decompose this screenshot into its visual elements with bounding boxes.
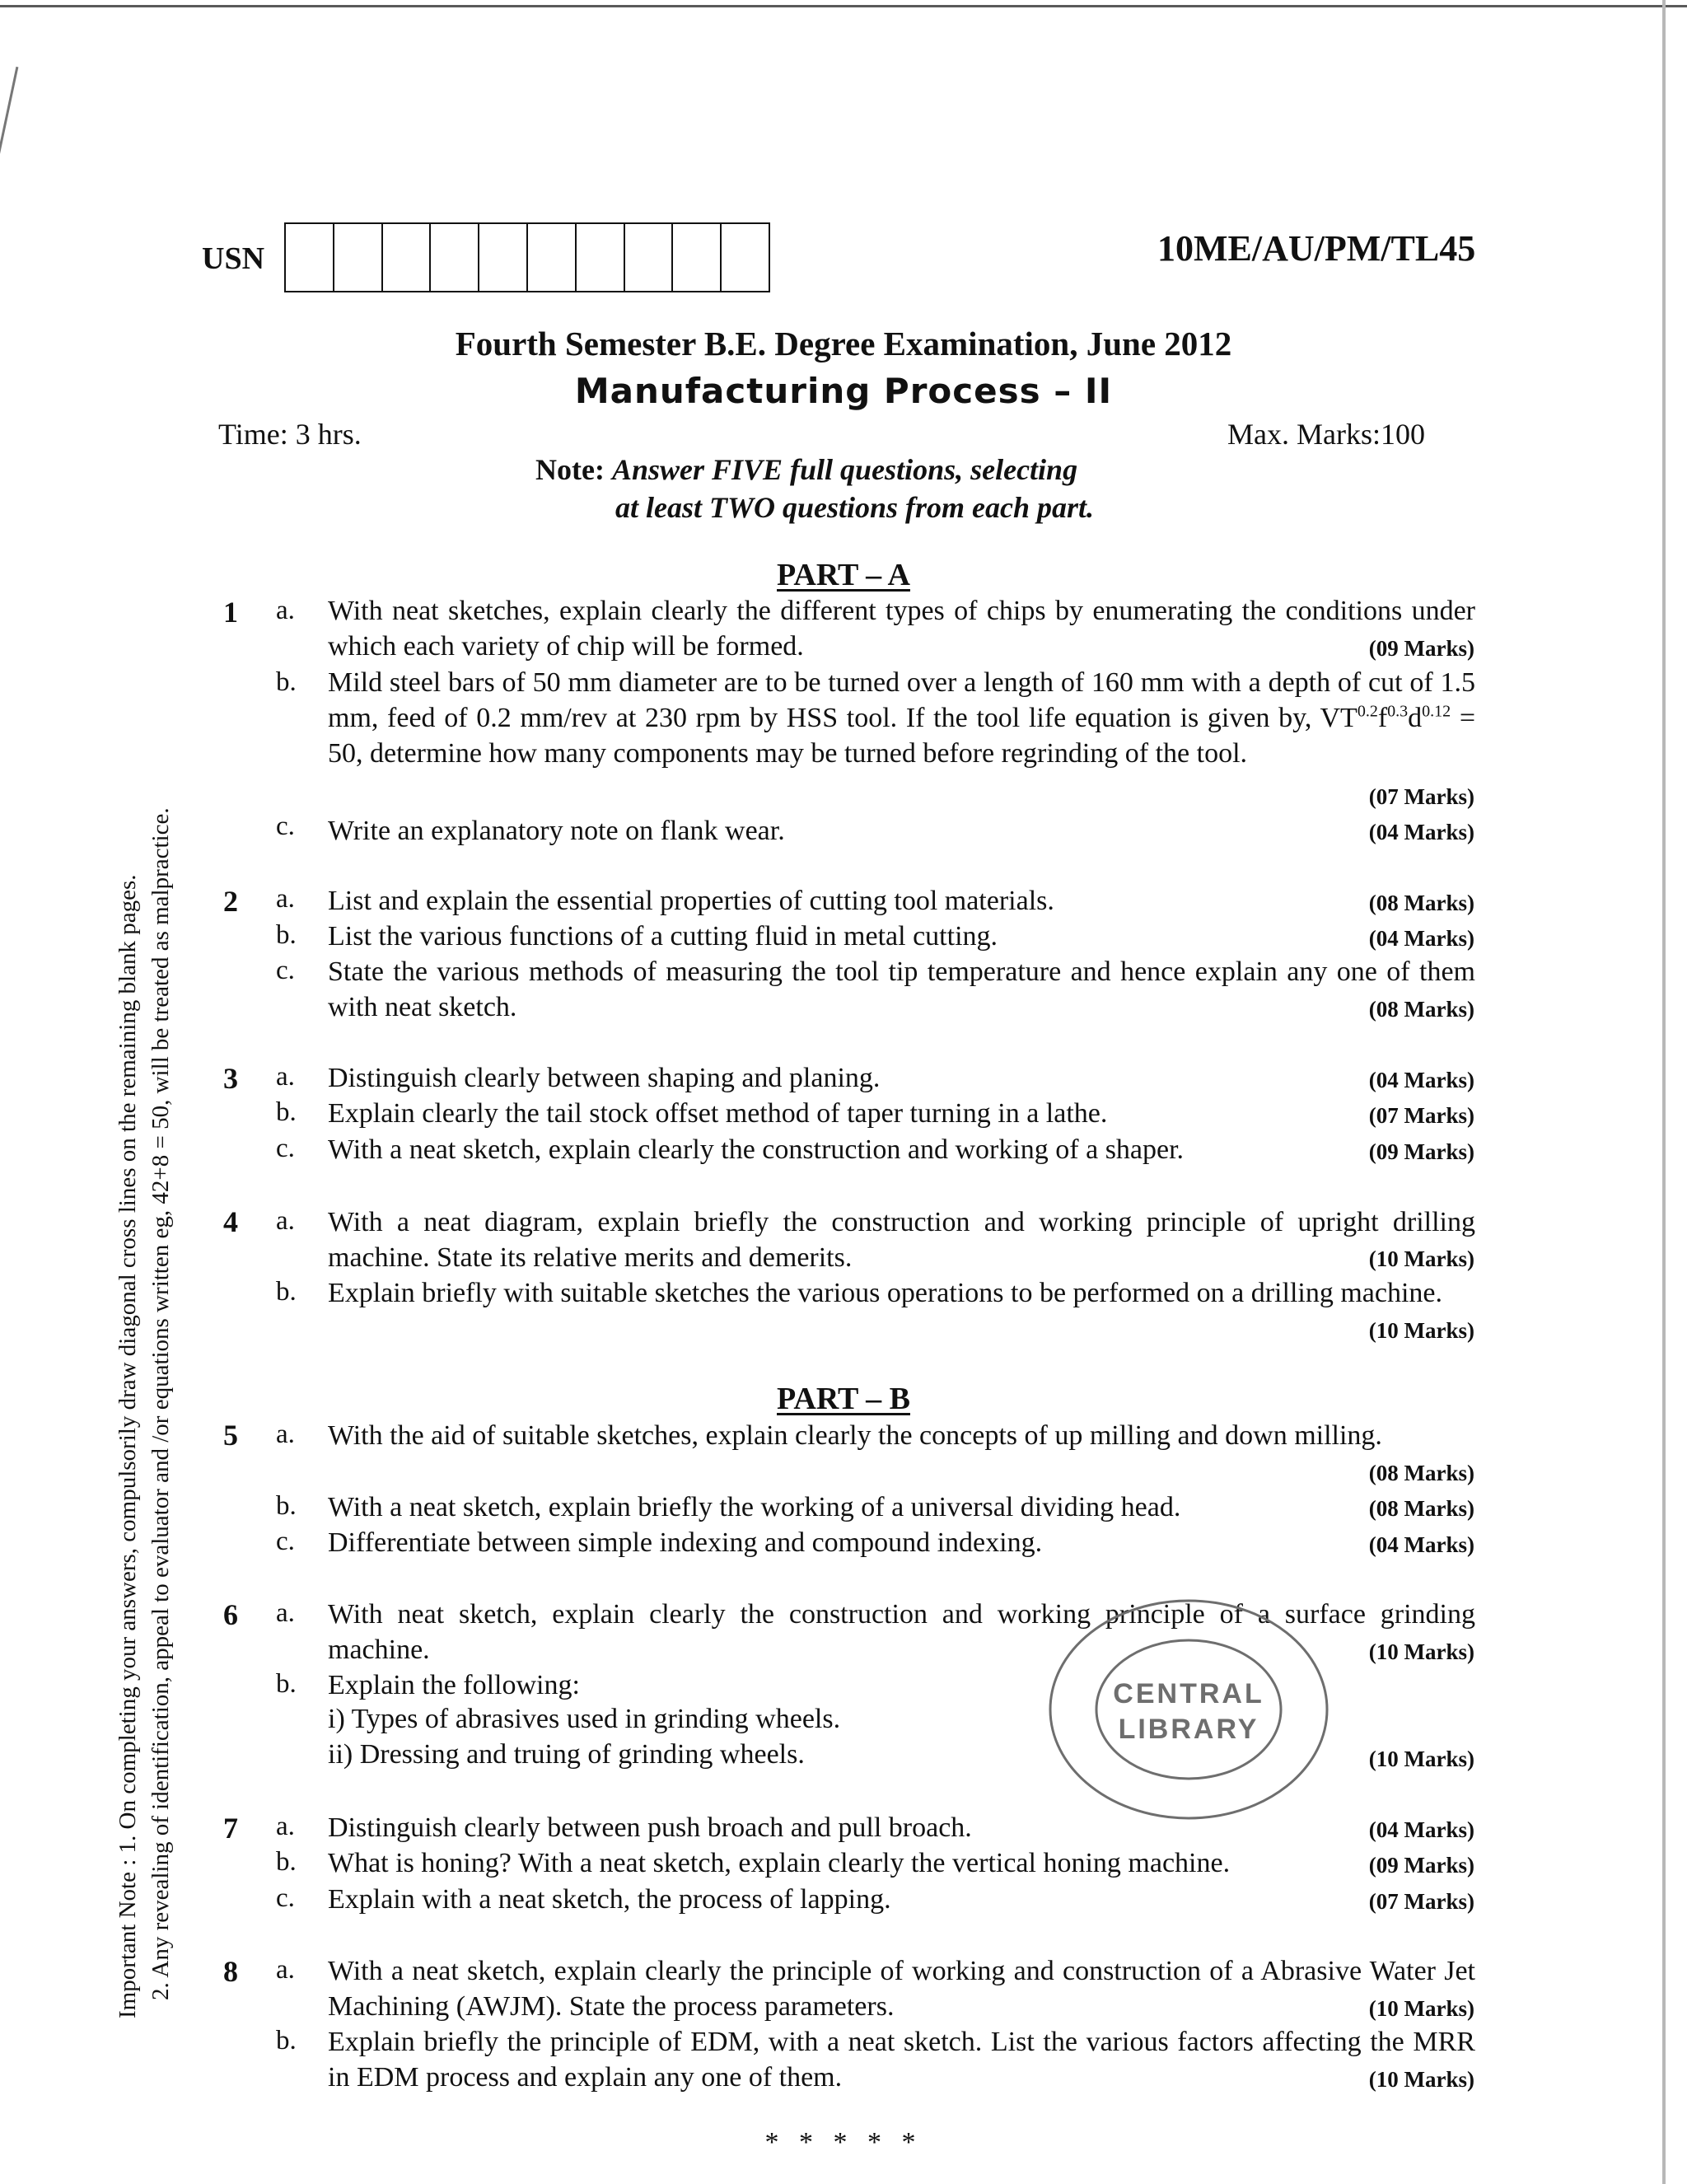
question-marks: (08 Marks) <box>1368 1496 1474 1521</box>
question-marks: (09 Marks) <box>1368 1139 1474 1164</box>
usn-digit-box <box>575 224 624 291</box>
sub-label: a. <box>276 1955 295 1985</box>
question-marks: (10 Marks) <box>1368 1747 1474 1771</box>
question-text: List and explain the essential properties of cutting tool materials. <box>328 886 1054 916</box>
sub-label: a. <box>276 596 295 625</box>
question-number: 4 <box>223 1205 238 1238</box>
sub-label: c. <box>276 956 295 985</box>
question-marks: (08 Marks) <box>1368 1461 1474 1485</box>
question-marks: (08 Marks) <box>1368 891 1474 915</box>
instructions-note <box>535 451 1094 526</box>
end-of-paper-marker: * * * * * <box>764 2127 923 2158</box>
question-number: 8 <box>223 1955 238 1988</box>
usn-digit-box <box>381 224 430 291</box>
side-note-line-1: Important Note : 1. On completing your answers, compulsorily draw diagonal cross lines on the remaining blank pages. <box>114 874 141 2018</box>
question-text: State the various methods of measuring the tool tip temperature and hence explain any one of them with neat sketch. <box>328 956 1475 1022</box>
sub-label: a. <box>276 1062 295 1092</box>
question-marks: (04 Marks) <box>1368 1532 1474 1557</box>
tool-life-equation: $VT^{0.2}f^{0.3}d^{0.12} = 50$ <box>328 702 1475 769</box>
question-number: 1 <box>223 596 238 629</box>
question-marks: (04 Marks) <box>1368 1817 1474 1842</box>
question-marks: (08 Marks) <box>1368 997 1474 1022</box>
usn-digit-box <box>624 224 672 291</box>
sub-label: b. <box>276 2026 297 2055</box>
note-label: Note: <box>535 453 605 486</box>
sub-label: a. <box>276 1598 295 1628</box>
sub-label: c. <box>276 811 295 841</box>
subject-title: Manufacturing Process – II <box>574 371 1113 411</box>
question-text: With a neat sketch, explain clearly the construction and working of a shaper. <box>328 1134 1185 1165</box>
question-text: With neat sketches, explain clearly the different types of chips by enumerating the conditions under which each variety of chip will be formed. <box>328 596 1475 662</box>
usn-digit-box <box>429 224 478 291</box>
sub-label: b. <box>276 920 297 950</box>
question-number: 5 <box>223 1419 238 1452</box>
question-number: 2 <box>223 885 238 918</box>
stamp-center-line-1: CENTRAL <box>1113 1678 1264 1709</box>
question-marks: (10 Marks) <box>1368 1639 1474 1664</box>
question-text: Differentiate between simple indexing and compound indexing. <box>328 1527 1043 1558</box>
stamp-inner-ring <box>1096 1640 1281 1779</box>
side-note-line-2: 2. Any revealing of identification, appeal to evaluator and /or equations written eg, 42+8 = 50, will be treated as malpractice. <box>147 807 174 2000</box>
max-marks: Max. Marks:100 <box>1227 418 1425 451</box>
note-line-1: Answer FIVE full questions, selecting <box>611 453 1078 486</box>
question-marks: (07 Marks) <box>1368 1889 1474 1914</box>
question-marks: (09 Marks) <box>1368 636 1474 661</box>
sub-label: b. <box>276 1277 297 1307</box>
side-important-note <box>111 807 177 2018</box>
question-marks: (10 Marks) <box>1368 1996 1474 2021</box>
question-number: 6 <box>223 1598 238 1631</box>
sub-label: c. <box>276 1527 295 1556</box>
question-text: With a neat sketch, explain briefly the working of a universal dividing head. <box>328 1492 1181 1522</box>
question-text: Distinguish clearly between push broach and pull broach. <box>328 1812 972 1843</box>
question-marks: (10 Marks) <box>1368 1318 1474 1343</box>
sub-label: b. <box>276 1491 297 1521</box>
sub-label: a. <box>276 1206 295 1236</box>
scan-edge-top <box>0 5 1687 7</box>
usn-boxes <box>284 222 770 292</box>
stamp-outer-ring <box>1050 1601 1327 1818</box>
sub-label: b. <box>276 1847 297 1877</box>
question-text: With the aid of suitable sketches, explain clearly the concepts of up milling and down milling. <box>328 1420 1382 1451</box>
question-text: With a neat diagram, explain briefly the construction and working principle of upright drilling machine. State its relative merits and demerits. <box>328 1207 1475 1273</box>
question-marks: (04 Marks) <box>1368 926 1474 951</box>
question-number: 3 <box>223 1062 238 1095</box>
question-marks: (09 Marks) <box>1368 1853 1474 1878</box>
usn-digit-box <box>671 224 720 291</box>
part-b-heading: PART – B <box>777 1382 910 1416</box>
library-stamp <box>1038 1594 1339 1833</box>
question-marks: (04 Marks) <box>1368 820 1474 844</box>
paper-code: 10ME/AU/PM/TL45 <box>1157 228 1476 269</box>
question-text: Explain the following: <box>328 1670 580 1700</box>
sub-label: a. <box>276 1419 295 1449</box>
question-text: Explain briefly with suitable sketches the various operations to be performed on a drilling machine. <box>328 1278 1443 1308</box>
question-text: Explain with a neat sketch, the process of lapping. <box>328 1884 891 1915</box>
question-marks: (10 Marks) <box>1368 2067 1474 2092</box>
question-text: With a neat sketch, explain clearly the principle of working and construction of a Abrasive Water Jet Machining (AWJM). State the process parameters. <box>328 1956 1475 2022</box>
exam-duration: Time: 3 hrs. <box>218 418 362 451</box>
sub-label: b. <box>276 667 297 697</box>
sub-item: ii) Dressing and truing of grinding wheels. <box>328 1739 805 1770</box>
question-text: List the various functions of a cutting fluid in metal cutting. <box>328 921 998 952</box>
exam-title: Fourth Semester B.E. Degree Examination, June 2012 <box>455 325 1232 362</box>
note-line-2: at least TWO questions from each part. <box>615 491 1095 524</box>
usn-digit-box <box>333 224 381 291</box>
question-text: Distinguish clearly between shaping and planing. <box>328 1063 881 1093</box>
question-text: Explain briefly the principle of EDM, with a neat sketch. List the various factors affecting the MRR in EDM process and explain any one of them. <box>328 2027 1475 2093</box>
question-marks: (10 Marks) <box>1368 1246 1474 1271</box>
question-text: What is honing? With a neat sketch, explain clearly the vertical honing machine. <box>328 1848 1231 1878</box>
question-text: Explain clearly the tail stock offset method of taper turning in a lathe. <box>328 1098 1108 1129</box>
sub-label: c. <box>276 1883 295 1913</box>
sub-label: b. <box>276 1669 297 1699</box>
scan-edge-left <box>0 67 18 156</box>
sub-label: a. <box>276 1812 295 1841</box>
sub-label: b. <box>276 1097 297 1127</box>
stamp-center-line-2: LIBRARY <box>1118 1714 1259 1745</box>
question-text: Mild steel bars of 50 mm diameter are to be turned over a length of 160 mm with a depth of cut of 1.5 mm, feed of 0.2 mm/rev at 230 rpm by HSS tool. If the tool life equation is given by, $VT^{0.2}f^{0.3}d^{0.12} = 50$, determine how many components may be turned before regrinding of the tool. <box>328 667 1475 769</box>
usn-digit-box <box>720 224 769 291</box>
usn-digit-box <box>526 224 575 291</box>
question-marks: (07 Marks) <box>1368 784 1474 809</box>
question-text: Write an explanatory note on flank wear. <box>328 816 785 846</box>
usn-digit-box <box>286 224 333 291</box>
sub-item: i) Types of abrasives used in grinding wheels. <box>328 1704 841 1734</box>
question-marks: (04 Marks) <box>1368 1068 1474 1092</box>
usn-digit-box <box>478 224 526 291</box>
sub-label: a. <box>276 884 295 914</box>
usn-label: USN <box>202 241 265 276</box>
sub-label: c. <box>276 1134 295 1163</box>
part-a-heading: PART – A <box>777 558 910 592</box>
question-number: 7 <box>223 1812 238 1845</box>
question-text: With neat sketch, explain clearly the construction and working principle of a surface grinding machine. <box>328 1599 1475 1665</box>
question-marks: (07 Marks) <box>1368 1103 1474 1128</box>
